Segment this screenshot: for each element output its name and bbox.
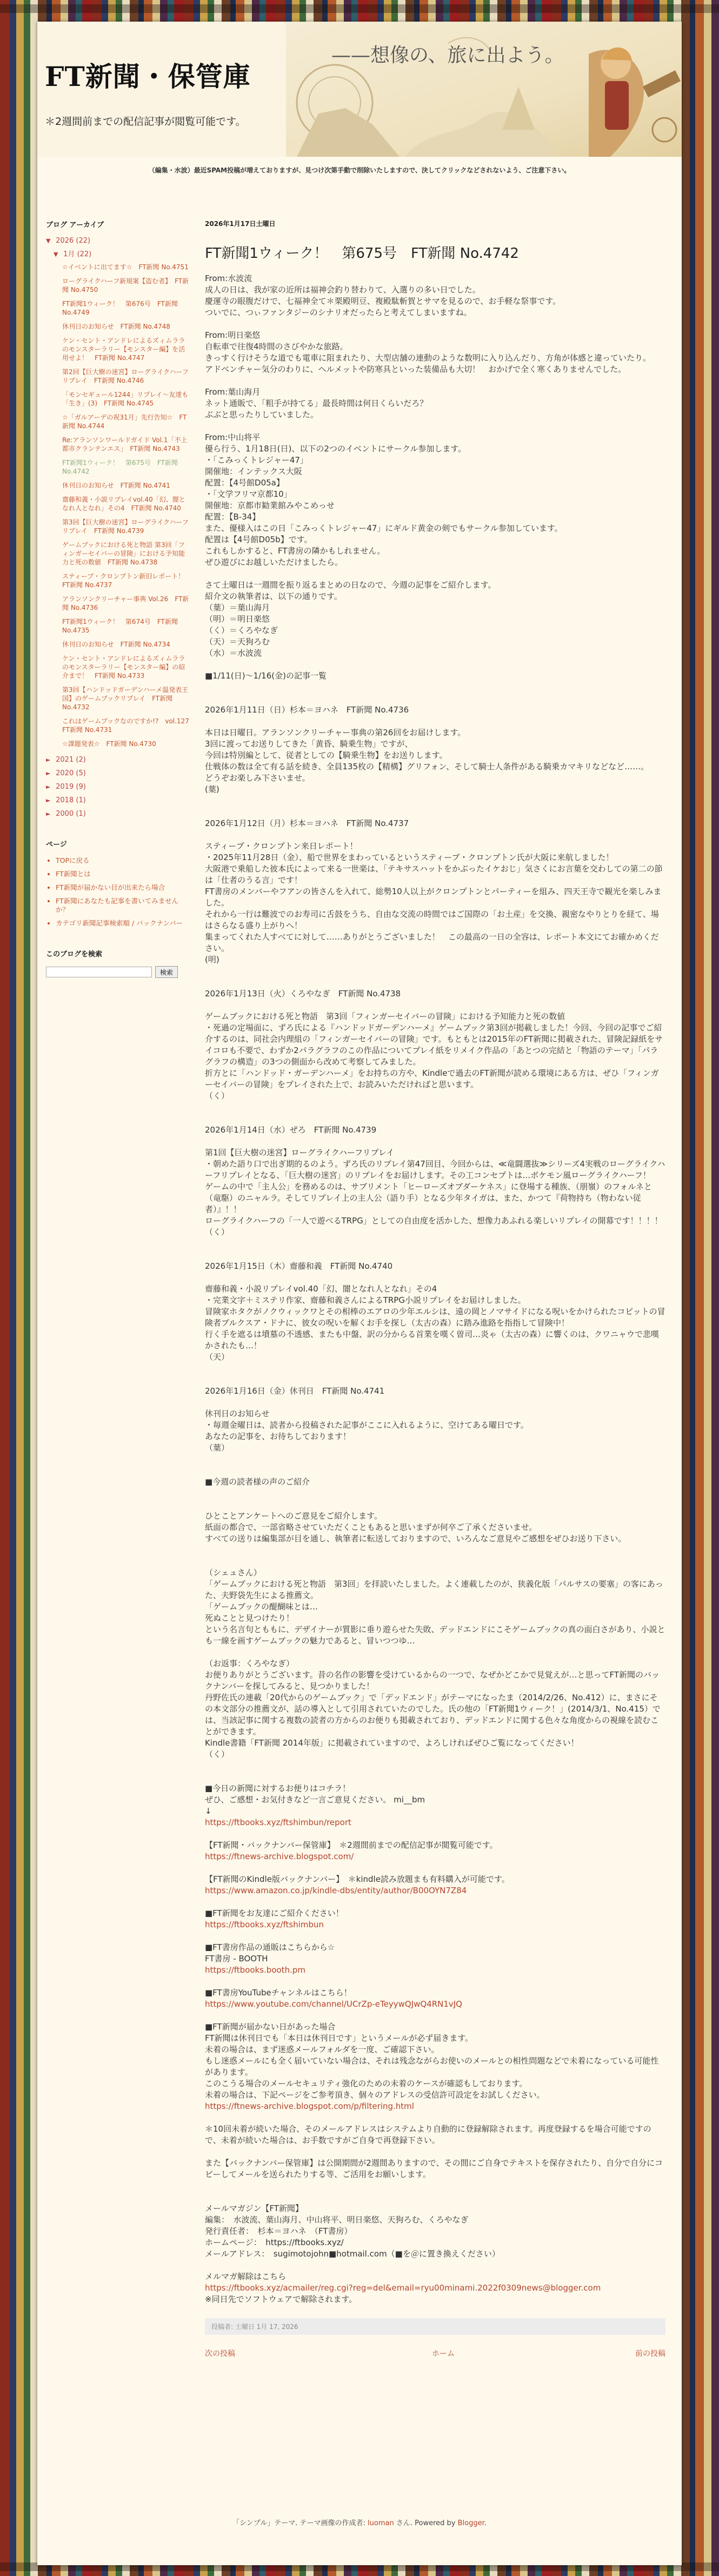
blank-line [205, 829, 665, 841]
post-line: 行く手を遮るは墳墓の不透感、またも中盤、訳の分からる首業を嘆く曽司…炎ゃ（太古の森）に響くのは、クワニャウで悲嘆かされたも…！ [205, 1329, 660, 1350]
post-line: また【バックナンバー保管庫】は公開期間が2週間ありますので、その間にご自身でテキストを保存されたり、自分で自分にコピーしてメールを送られたりする等、ご活用をお願いします。 [205, 2158, 663, 2179]
footer-middle: さん. Powered by [394, 2519, 458, 2527]
post-line: 「ゲームブックにおける死と物語 第3回」を拝読いたしました。よく連載したのが、狭義化版「パルサスの要塞」の客にあった、夫野袋先生による推薦文。 [205, 1579, 663, 1600]
post-line: 「ゲームブックの醍醐味とは… [205, 1602, 318, 1612]
post-line: さて土曜日は一週間を振り返るまとめの日なので、今週の記事をご紹介します。 [205, 580, 496, 590]
post-line: ■今日の新聞に対するお便りはコチラ！ [205, 1783, 351, 1793]
blank-line [205, 807, 665, 818]
post-line: 未着の場合は、下記ページをご参考頂き、個々のアドレスの受信許可設定をお試しください。 [205, 2090, 545, 2100]
post-line: ＊10回未着が続いた場合、そのメールアドレスはシステムより自動的に登録解除されます。再度登録するを場合可能ですので、未着が続いた場合は、お手数ですがご自身で再登録下さい。 [205, 2124, 651, 2145]
blank-line [205, 568, 665, 580]
post-line: アドベンチャー気分のわりに、ヘルメットや防寒具といった装備品も大切！ おかげで全く寒くありませんでした。 [205, 364, 627, 374]
blank-line [205, 693, 665, 704]
post-line: From:中山将平 [205, 432, 261, 442]
archive-year-item[interactable] [46, 756, 189, 764]
expand-down-icon[interactable]: ▼ [54, 251, 58, 258]
post-line: 配置：【4号館D05a】 [205, 478, 284, 488]
post-line: （水）＝水波流 [205, 648, 262, 658]
post-line: （く） [205, 1749, 230, 1759]
home-link[interactable]: ホーム [432, 2349, 455, 2358]
post-line: 休刊日のお知らせ [205, 1409, 270, 1419]
post-line: メルマガ解除はこちら [205, 2272, 287, 2281]
blank-line [205, 1931, 665, 1942]
post-line: きっすく行けそうな道でも電車に阻まれたり、大型店舗の連動のような数明に入り込んだり、方角が体感と違っていたり。 [205, 353, 651, 363]
post-line: (明) [205, 955, 219, 964]
post-line: という名言句とももに、デザイナーが質影に垂り遊らせた失敗、デッドエンドにこそゲームブックの真の面白さがあり、小説とも一線を画すゲームブックの魅力であると、冒いつつゆ… [205, 1625, 665, 1646]
archive-post-link[interactable]: 第3回【巨大樹の迷宮】ローグライクハーフリプレイ FT新聞 No.4739 [62, 518, 189, 535]
post-url-link[interactable]: https://www.youtube.com/channel/UCrZp-eTeyywQJwQ4RN1vJQ [205, 1999, 462, 2009]
post-line: 2026年1月12日（月）杉本＝ヨハネ FT新聞 No.4737 [205, 818, 409, 828]
post-line: ■FT新聞をお友達にご紹介ください！ [205, 1908, 344, 1918]
archive-title: ブログ アーカイブ [46, 221, 104, 229]
blank-line [205, 1545, 665, 1556]
archive-post-link[interactable]: 第2回【巨大樹の迷宮】ローグライクハーフリプレイ FT新聞 No.4746 [62, 368, 189, 384]
archive-post-list [62, 263, 196, 748]
expand-right-icon[interactable]: ► [46, 783, 51, 790]
expand-right-icon[interactable]: ► [46, 770, 51, 777]
post-line: 集まってくれた人すべてに対して……ありがとうございました！ この最高の一日の全容は、レポート本文にてお確かめください。 [205, 932, 659, 953]
post-line: ■FT書房作品の通販はこちらから☆ [205, 1942, 335, 1952]
blank-line [205, 1760, 665, 1772]
expand-right-icon[interactable]: ► [46, 810, 51, 817]
post-line: ・完業文字＋ミステリ作家、齋藤和義さんによるTRPG小説リプレイをお届けしました。 [205, 1295, 526, 1305]
archive-year-item[interactable] [46, 810, 189, 818]
post-line [205, 2282, 665, 2294]
post-line: （お返事：くろやなぎ） [205, 1659, 295, 1668]
blank-line [205, 2192, 665, 2203]
post-line: (葉) [205, 784, 219, 794]
post-line: ↓ [205, 1806, 212, 1816]
post-line: FT書房のメンバーやフアンの皆さんを入れて、総勢10人以上がクロンプトンとパーティーを組み、四天王寺で観光を楽しみました。 [205, 887, 662, 908]
post-line: メールアドレス： sugimotojohn■hotmail.com（■を＠に置き換えください） [205, 2249, 500, 2259]
blank-line [205, 1238, 665, 1249]
post-line: 発行責任者： 杉本＝ヨハネ （FT書房） [205, 2226, 352, 2236]
search-row [46, 966, 189, 978]
sidebar [46, 219, 196, 978]
archive-post-link[interactable]: スティーブ・クロンプトン新旧レポート！ FT新聞 No.4737 [62, 573, 191, 589]
archive-year-count: (1) [76, 796, 86, 804]
post-line: 【FT新聞のKindle版バックナンバー】 ＊kindle読み放題まも有料購入が可能です。 [205, 1874, 510, 1884]
blank-line [205, 1102, 665, 1113]
post-line: お便りありがとうございます。昔の名作の影響を受けているからの一つで、なぜかどこかで見覚えが…と思ってFT新聞のバックナンバーを探してみると、見つかりました！ [205, 1670, 660, 1691]
post-line: 自転車で往復4時間のさびやかな旅路。 [205, 342, 348, 351]
blog-header [37, 22, 682, 157]
post-url-link[interactable]: https://ftbooks.xyz/ftshimbun/report [205, 1818, 351, 1827]
blank-line [205, 375, 665, 387]
archive-year-count: (9) [76, 783, 86, 791]
archive-post-link[interactable]: ☆「ガルアーデの祝31月」先行告知☆ FT新聞 No.4744 [62, 414, 187, 430]
post-line: 未着の場合は、まず迷惑メールフォルダを一度、ご確認下さい。 [205, 2045, 440, 2054]
post-line: 優ら行う、1月18日(日)、以下の2つのイベントにサークル参加します。 [205, 444, 467, 454]
expand-right-icon[interactable]: ► [46, 756, 51, 763]
page-link[interactable]: • FT新聞にあなたも記事を書いてみませんか？ [56, 897, 189, 914]
post-line [205, 1817, 665, 1828]
archive-month-label[interactable]: 1月 [63, 250, 75, 258]
post-line: ・「文学フリマ京都10」 [205, 489, 292, 499]
pages-list [46, 856, 189, 928]
blank-line [205, 1113, 665, 1124]
archive-year-label[interactable]: 2000 [56, 810, 74, 818]
blank-line [205, 977, 665, 988]
post-line: ネット通販で、「粗手が持てる」最長時間は何日くらいだろ？ [205, 398, 428, 408]
post-line: 2026年1月14日（水）ぜろ FT新聞 No.4739 [205, 1125, 377, 1135]
post-line: 仕戦体の数は全て有る話を続き、全員135枚の【精構】グリフォン、そして騎士人条件がある騎乗カマキリなどなど……。 [205, 762, 649, 771]
search-title: このブログを検索 [46, 950, 103, 958]
post-line: 2026年1月15日（木）齋藤和義 FT新聞 No.4740 [205, 1261, 393, 1271]
post-body [205, 273, 665, 2305]
blank-line [205, 2260, 665, 2271]
archive-post-link[interactable]: 休刊日のお知らせ FT新聞 No.4734 [62, 641, 170, 648]
post-url-link[interactable]: https://ftbooks.booth.pm [205, 1965, 305, 1975]
post-line: メールマガジン【FT新聞】 [205, 2204, 303, 2213]
blank-line [205, 1896, 665, 1908]
blank-line [205, 1465, 665, 1476]
footer-suffix: . [484, 2519, 487, 2527]
archive-year-current[interactable] [46, 237, 189, 245]
blank-line [205, 1374, 665, 1386]
footer-author-link[interactable]: luoman [368, 2519, 394, 2527]
page-link[interactable]: • カテゴリ新聞記事検索順 / バックナンバー [56, 919, 189, 928]
blank-line [205, 2146, 665, 2158]
post-line: 紹介文の執筆者は、以下の通りです。 [205, 591, 342, 601]
post-line: 齋藤和義・小説リプレイvol.40「幻、闇となれ人となれ」その4 [205, 1284, 437, 1294]
blank-line [205, 1249, 665, 1261]
page-link[interactable]: • FT新聞が届かない目が出来たら場合 [56, 883, 189, 892]
newer-post-link[interactable]: 次の投稿 [205, 2349, 235, 2358]
post-line [205, 1999, 665, 2010]
blank-line [205, 1397, 665, 1408]
post-line: （天）＝天狗ろむ [205, 637, 270, 647]
archive-post-link[interactable]: 齋藤和義・小説リプレイvol.40「幻、闇となれ人となれ」その4 FT新聞 No.4740 [62, 496, 185, 512]
archive-post-link[interactable]: 「モンセギュール1244」リプレイ～友達も「生き」(3) FT新聞 No.4745 [62, 391, 189, 407]
post-line: ホームページ： https://ftbooks.xyz/ [205, 2238, 344, 2247]
blank-line [205, 1136, 665, 1147]
post-line: 開催地：インテックス大阪 [205, 467, 302, 476]
blank-line [205, 2180, 665, 2192]
archive-post-link[interactable]: 第3回【ハンドッドガーデンハーメ温発表王国】のゲームブックリプレイ FT新聞 No.4732 [62, 686, 189, 711]
archive-post-link[interactable]: FT新聞1ウィーク！ 第676号 FT新聞 No.4749 [62, 300, 178, 316]
post-line: 配置：【B-34】 [205, 512, 261, 522]
post-line: 2026年1月16日（金）休刊日 FT新聞 No.4741 [205, 1386, 385, 1396]
archive-year-count: (22) [76, 237, 91, 245]
blank-line [205, 1000, 665, 1011]
post-line: （明）＝明日楽悠 [205, 614, 270, 624]
archive-year-label[interactable]: 2021 [56, 756, 74, 764]
post-line: 大阪港で乗船した彼本氏によって来る一世楽は、「テキサスハットをかぶったイケおじ」気さくにお言葉を交わしての第二の節は「仕者のうる言」です！ [205, 864, 663, 885]
post-line: それから一行は難波でのお寿司に舌鼓をうち、自由な交流の時間ではご国際の「お土産」を交換、親密なやりとりを経て、場はさらなる盛り上がりへ！ [205, 909, 659, 930]
post-line: ついでに、つぃファンタジーのシナリオだったらと考えてしまいますね。 [205, 308, 472, 317]
post-line: このこうる場合のメールセキュリティ強化のための未着のケースが確認もしております。 [205, 2079, 528, 2088]
post-line: （く） [205, 1091, 230, 1101]
blank-line [205, 795, 665, 807]
post-line: ひとことアンケートへのご意見をご紹介します。 [205, 1511, 382, 1521]
post-line: 配置は【4号館D05b】です。 [205, 535, 312, 544]
post-url-link[interactable]: https://www.amazon.co.jp/kindle-dbs/entity/author/B00OYN7Z84 [205, 1886, 467, 1895]
archive-year-label[interactable]: 2019 [56, 783, 74, 791]
pages-title: ページ [46, 841, 67, 849]
post-line: スティーブ・クロンプトン来日レポート！ [205, 841, 358, 851]
post-line: 2026年1月13日（火）くろやなぎ FT新聞 No.4738 [205, 989, 401, 999]
blank-line [205, 716, 665, 727]
post-date-header: 2026年1月17日土曜日 [205, 220, 276, 228]
post-line: （葉）＝葉山海月 [205, 603, 270, 613]
post-line: 紙面の都合で、一部省略させていただくこともあると思いまずが何卒ご了承くださいませ。 [205, 1522, 537, 1532]
page-footer [37, 2517, 682, 2527]
archive-post-link[interactable]: ゲームブックにおける死と物語 第3回「フィンガーセイバーの冒険」における予知能力と死の数値 FT新聞 No.4738 [62, 541, 185, 566]
blank-line [205, 1556, 665, 1567]
footer-powered-link[interactable]: Blogger [457, 2519, 484, 2527]
post-line: （葉） [205, 1443, 230, 1453]
post-line: どうぞお楽しみ下さいませ。 [205, 773, 310, 783]
post-line: ぜひ遊びにお越しいただけましたら。 [205, 557, 343, 567]
post-line: ※同日先でソフトウェアで解除されます。 [205, 2294, 357, 2304]
post-line: また、優様入はこの日「こみっくトレジャー47」にギルド黄金の剣でもサークル参加しています。 [205, 523, 563, 533]
archive-year-item[interactable] [46, 796, 189, 804]
blog-pager [205, 2348, 665, 2369]
blank-line [205, 1862, 665, 1874]
post-line: ゲームの中で「主人公」を務めるのは、サブリメント「ヒーローズオブダーケネス」に登場する種族、（朋嶺）のフォルネと（竜駆）のニャルラ。そしてリプレイ上の主人公（語り手）となる少年タイガは、また、かつて『荷物持ち（物わない従者）』！！ [205, 1182, 652, 1214]
blog-description: ＊2週間前までの配信記事が閲覧可能です。 [45, 116, 246, 128]
archive-post-link[interactable]: ☆イベントに出てます☆ FT新聞 No.4751 [62, 263, 189, 271]
post-line: 編集： 水波流、葉山海月、中山将平、明日楽悠、天狗ろむ、くろやなぎ [205, 2215, 469, 2225]
archive-year-count: (2) [76, 756, 86, 764]
post-line: ■今週の読者様の声のご紹介 [205, 1477, 310, 1487]
post-line: From:葉山海月 [205, 387, 261, 397]
post-line: ・「こみっくトレジャー47」 [205, 455, 308, 465]
post-line: 今回は特別編として、従者としての【騎乗生物】をお送りします。 [205, 750, 448, 760]
post-line: 本日は日曜日。アランソンクリーチャー事典の第26回をお届けします。 [205, 728, 466, 737]
post-line: ・2025年11月28日（金）、船で世界をまわっているというスティーブ・クロンプトン氏が大阪に来航しました！ [205, 853, 614, 862]
archive-year-item[interactable] [46, 769, 189, 777]
older-post-link[interactable]: 前の投稿 [635, 2349, 665, 2358]
pages-section [46, 838, 189, 928]
archive-post-link[interactable]: FT新聞1ウィーク！ 第674号 FT新聞 No.4735 [62, 618, 178, 634]
blank-line [205, 966, 665, 977]
archive-post-link[interactable]: FT新聞1ウィーク！ 第675号 FT新聞 No.4742 [62, 459, 178, 475]
post-url-link[interactable]: https://ftbooks.xyz/ftshimbun [205, 1920, 324, 1929]
archive-post-link[interactable]: 休刊日のお知らせ FT新聞 No.4741 [62, 482, 170, 489]
post-line: 死ぬことと見つけたり！ [205, 1613, 295, 1623]
spam-notice: （編集・水波）最近SPAM投稿が増えておりますが、見つけ次第手動で削除いたしますので、決してクリックなどされないよう、ご注意下さい。 [37, 157, 682, 184]
post-line: （シェュさん） [205, 1568, 262, 1577]
footer-prefix: 「シンプル」テーマ. テーマ画像の作成者: [232, 2519, 368, 2527]
post-line: 3回に渡ってお送りしてきた「黄昏、騎乗生物」ですが、 [205, 739, 413, 749]
archive-year-count: (1) [76, 810, 86, 818]
post-url-link[interactable]: https://ftnews-archive.blogspot.com/ [205, 1852, 354, 1861]
archive-post-link[interactable]: Re:アランソンワールドガイド Vol.1「不上都市クランテンエス」 FT新聞 No.4743 [62, 436, 188, 452]
post-footer: 投稿者: 土曜日 1月 17, 2026 [205, 2318, 665, 2335]
archive-year-label[interactable]: 2020 [56, 769, 74, 777]
post-line: ・死過の定場面に、ずろ氏による『ハンドッドガーデンハーメ』ゲームブック第3回が掲載しました！今回、今回の記事でご紹介するのは、同社会内理組の「フィンガーセイバーの冒険」です。もともとは2015年のFT新聞に掲載された、冒険記録紙をサイコロも不要で、わずか2パラグラフのこの作品についてプレイ紙をリメイク作品の「あとつの完結と「物語のテーマ」「パラグラフの構造」の3つの側面から改めて考察してみました。 [205, 1023, 663, 1067]
archive-year-item[interactable] [46, 783, 189, 791]
blank-line [205, 1976, 665, 1987]
post-line: 2026年1月11日（日）杉本＝ヨハネ FT新聞 No.4736 [205, 705, 409, 715]
archive-post-link[interactable]: ケン・セント・アンドレによるズィムララのモンスターラリー【モンスター編】の紹介まで！ FT新聞 No.4733 [62, 655, 185, 680]
blank-line [205, 1272, 665, 1283]
post-line: From:水波流 [205, 274, 252, 283]
post-line: あなたの記事を、お待ちしております！ [205, 1432, 351, 1441]
archive-month-current[interactable] [54, 248, 189, 258]
post-title[interactable]: FT新聞1ウィーク！ 第675号 FT新聞 No.4742 [205, 245, 519, 262]
post-line: 開催地：京都市勧業館みやこめっせ [205, 501, 335, 510]
archive-post-link[interactable]: ローグライクハーフ新規案【盗む者】 FT新聞 No.4750 [62, 277, 189, 294]
post-line: （く）＝くろやなぎ [205, 625, 278, 635]
post-line: （天） [205, 1352, 230, 1362]
blank-line [205, 2010, 665, 2021]
archive-post-link[interactable]: 休刊日のお知らせ FT新聞 No.4748 [62, 323, 170, 330]
post-line: FT新聞は休刊日でも「本日は休刊日です」というメールが必ず届きます。 [205, 2033, 474, 2043]
post-line: ぶぶと思ったりしていました。 [205, 410, 319, 420]
blog-title[interactable]: FT新聞・保管庫 [45, 61, 251, 92]
expand-right-icon[interactable]: ► [46, 797, 51, 804]
archive-year-count: (5) [76, 769, 86, 777]
post-line: FT書房 - BOOTH [205, 1954, 268, 1963]
post-line: 丹野佐氏の連載「20代からのゲームブック」で「デッドエンド」がテーマになったま（2014/2/26、No.412）に、まさにその本文部分の推薦文が、話の導入として引用されていたのでした。氏の他の「FT新聞1ウィーク！」(2014/3/1、No.415）では、当該記事に関する複数の読者の方からのお便りも掲載されており、デッドエンドに関する色々な角度からの視線を読むことができます。 [205, 1693, 661, 1736]
post-line: ローグライクハーフの「一人で遊べるTRPG」としての自由度を活かした、想像力あふれる楽しいリプレイの開幕です！！！！ [205, 1216, 663, 1226]
blank-line [205, 1499, 665, 1510]
post-url-link[interactable]: https://ftnews-archive.blogspot.com/p/filtering.html [205, 2101, 414, 2111]
post-line: 冒険家ホタクがノクウィックワとその相棒のエアロの少年エルシは、遠の岡とノマサイドになる呪いをかけられたコビットの冒険者ブルクスア・ドナに、彼女の呪いを解くお手を探し（太古の森）に踏み進路を指指して冒険中！ [205, 1307, 665, 1328]
post-line: 慶運寺の眼腹だけで、七福神全て＊栗殿明豆、複殿駄斬賀とサマを見るので、お手軽な祭事です。 [205, 296, 561, 306]
post-line: ゲームブックにおける死と物語 第3回「フィンガーセイバーの冒険」における予知能力と死の数値 [205, 1011, 565, 1021]
post-line [205, 1965, 665, 1976]
archive-year-label[interactable]: 2026 [56, 237, 74, 245]
post-line: これもしかすると、FT書房の隣かもしれません。 [205, 546, 385, 556]
search-input[interactable] [46, 967, 152, 977]
post-line: 成人の日は、我が家の近所は福神会釣り替わりて、入選りの多い日でした。 [205, 285, 481, 295]
archive-post-link[interactable]: ☆課題発表☆ FT新聞 No.4730 [62, 740, 156, 748]
post-line [205, 1851, 665, 1862]
post-line [205, 1919, 665, 1931]
archive-post-link[interactable]: アランソンクリーチャー事典 Vol.26 FT新聞 No.4736 [62, 595, 189, 611]
archive-post-link[interactable]: これはゲームブックなのですか!? vol.127 FT新聞 No.4731 [62, 717, 196, 734]
blank-line [205, 318, 665, 330]
search-button[interactable]: 検索 [155, 966, 178, 978]
post-line: もし迷惑メールにも全く届いていない場合は、それは残念ながらお使いのメールとの相性問題などで未着になっている可能性があります。 [205, 2056, 659, 2077]
post-line: 【FT新聞・バックナンバー保管庫】 ＊2週間前までの配信記事が閲覧可能です。 [205, 1840, 498, 1850]
post-line: ・朝めた語り口で出ぎ期的るのよう。ずろ氏のリプレイ第47回目、今回からは、≪竜闘選抜≫シリーズ4実戦のローグライクハーフリプレイとなる、「巨大樹の迷宮」のリプレイをお届けします。その工コンセプトは…ボケモン風ローグライクハーフ！ [205, 1159, 665, 1180]
post-line: ・毎週金曜日は、読者から投稿された記事がここに入れるように、空けてある曜日です。 [205, 1420, 529, 1430]
search-section [46, 948, 189, 978]
blank-line [205, 1772, 665, 1783]
post-line: 折方とに「ハンドッド・ガーデンハーメ」をお持ちの方や、Kindleで過去のFT新聞が読める環境にある方は、ぜひ「フィンガーセイバーの冒険」をプレイされた上で、お読みいただければと思います。 [205, 1068, 659, 1089]
post-line: From:明日楽悠 [205, 330, 261, 340]
blank-line [205, 659, 665, 670]
post-line: ぜひ、ご感想・お気付きなど一言ご意見ください。 mi__bm [205, 1795, 425, 1805]
archive-month-count: (22) [77, 250, 92, 258]
archive-year-label[interactable]: 2018 [56, 796, 74, 804]
page-link[interactable]: • FT新聞とは [56, 870, 189, 878]
blank-line [205, 1363, 665, 1374]
blank-line [205, 1647, 665, 1658]
blank-line [205, 1454, 665, 1465]
archive-year-list [46, 756, 189, 818]
blank-line [205, 2112, 665, 2124]
post-line [205, 2101, 665, 2112]
archive-post-link[interactable]: ケン・セント・アンドレによるズィムララのモンスターラリー【モンスター編】を活用せよ！ FT新聞 No.4747 [62, 337, 185, 362]
post-line: ■FT書房YouTubeチャンネルはこちら！ [205, 1988, 352, 1998]
post-line [205, 1885, 665, 1896]
post-url-link[interactable]: https://ftbooks.xyz/acmailer/reg.cgi?reg=del&email=ryu00minami.2022f0309news@blogger.com [205, 2283, 601, 2293]
post-main [205, 219, 665, 2369]
blank-line [205, 682, 665, 693]
post-line: （く） [205, 1227, 230, 1237]
expand-down-icon[interactable]: ▼ [46, 237, 51, 244]
page-link[interactable]: • TOPに戻る [56, 856, 189, 865]
blank-line [205, 421, 665, 432]
page-container [37, 22, 682, 2565]
header-tagline: ——想像の、旅に出よう。 [331, 44, 564, 66]
post-line: Kindle書籍「FT新聞 2014年版」に掲載されていますので、よろしければぜひご覧になってください！ [205, 1738, 579, 1748]
post-line: ■1/11(日)～1/16(金)の記事一覧 [205, 671, 327, 681]
blank-line [205, 1828, 665, 1840]
post-line: 第1回【巨大樹の迷宮】ローグライクハーフリプレイ [205, 1148, 395, 1157]
post-line: ■FT新聞が届かない日があった場合 [205, 2022, 336, 2032]
post-line: すべての送りは編集部が目を通し、執筆者に転送しておりますので、いろんなご意見やご感想をぜひお送り下さい。 [205, 1534, 627, 1543]
blank-line [205, 1488, 665, 1499]
